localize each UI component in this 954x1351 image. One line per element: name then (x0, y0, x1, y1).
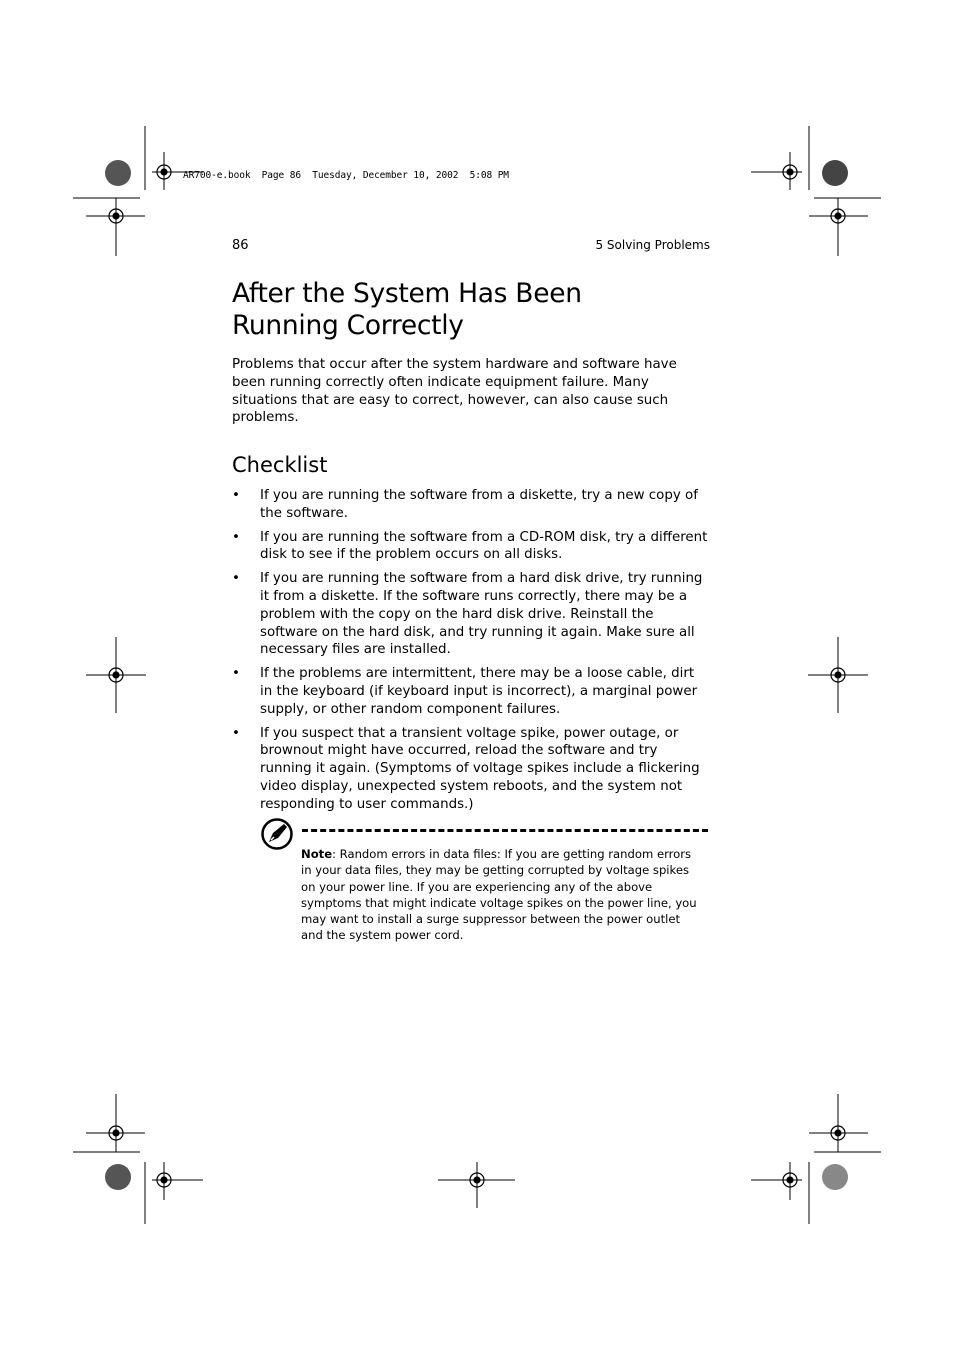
list-item-text: If you suspect that a transient voltage spike, power outage, or brownout might have occurred, reload the software and try running it again. (Symptoms of voltage spikes include a flickering video display, unexpected system reboots, and the system not responding to user commands.) (260, 725, 700, 812)
list-item-text: If the problems are intermittent, there may be a loose cable, dirt in the keyboard (if keyboard input is incorrect), a marginal power supply, or other random component failures. (260, 666, 698, 717)
list-item-text: If you are running the software from a hard disk drive, try running it from a diskette. If the software runs correctly, there may be a problem with the copy on the hard disk drive. Reinstall the software on the hard disk, and try running it again. Make sure all necessary files are installed. (260, 571, 703, 658)
section-heading: Checklist (232, 453, 328, 477)
list-item (232, 665, 708, 718)
note-text (301, 846, 705, 944)
list-item (232, 725, 708, 814)
note-pen-icon (260, 817, 294, 851)
note-body: : Random errors in data files: If you are getting random errors in your data files, they may be getting corrupted by voltage spikes on your power line. If you are experiencing any of the above symptoms that might indicate voltage spikes on the power line, you may want to install a surge suppressor between the power outlet and the system power cord. (301, 847, 697, 943)
bullet-icon: • (232, 666, 240, 682)
list-item (232, 487, 708, 523)
list-item-text: If you are running the software from a CD-ROM disk, try a different disk to see if the problem occurs on all disks. (260, 529, 708, 563)
bullet-icon: • (232, 488, 240, 503)
page-number: 86 (232, 238, 249, 253)
note-divider (302, 829, 708, 832)
list-item (232, 529, 708, 565)
bullet-icon: • (232, 725, 240, 741)
list-item (232, 570, 708, 659)
note-label: Note (301, 847, 333, 861)
checklist (232, 487, 708, 820)
list-item-text: If you are running the software from a diskette, try a new copy of the software. (260, 488, 698, 521)
print-slug: AR700-e.book Page 86 Tuesday, December 10, 2002 5:08 PM (183, 170, 509, 181)
page-title: After the System Has Been Running Correctly (232, 278, 582, 341)
running-head: 5 Solving Problems (595, 238, 710, 252)
bullet-icon: • (232, 571, 240, 587)
bullet-icon: • (232, 529, 240, 545)
intro-paragraph: Problems that occur after the system hardware and software have been running correctly often indicate equipment failure. Many situations that are easy to correct, however, can also cause such problems. (232, 357, 677, 426)
